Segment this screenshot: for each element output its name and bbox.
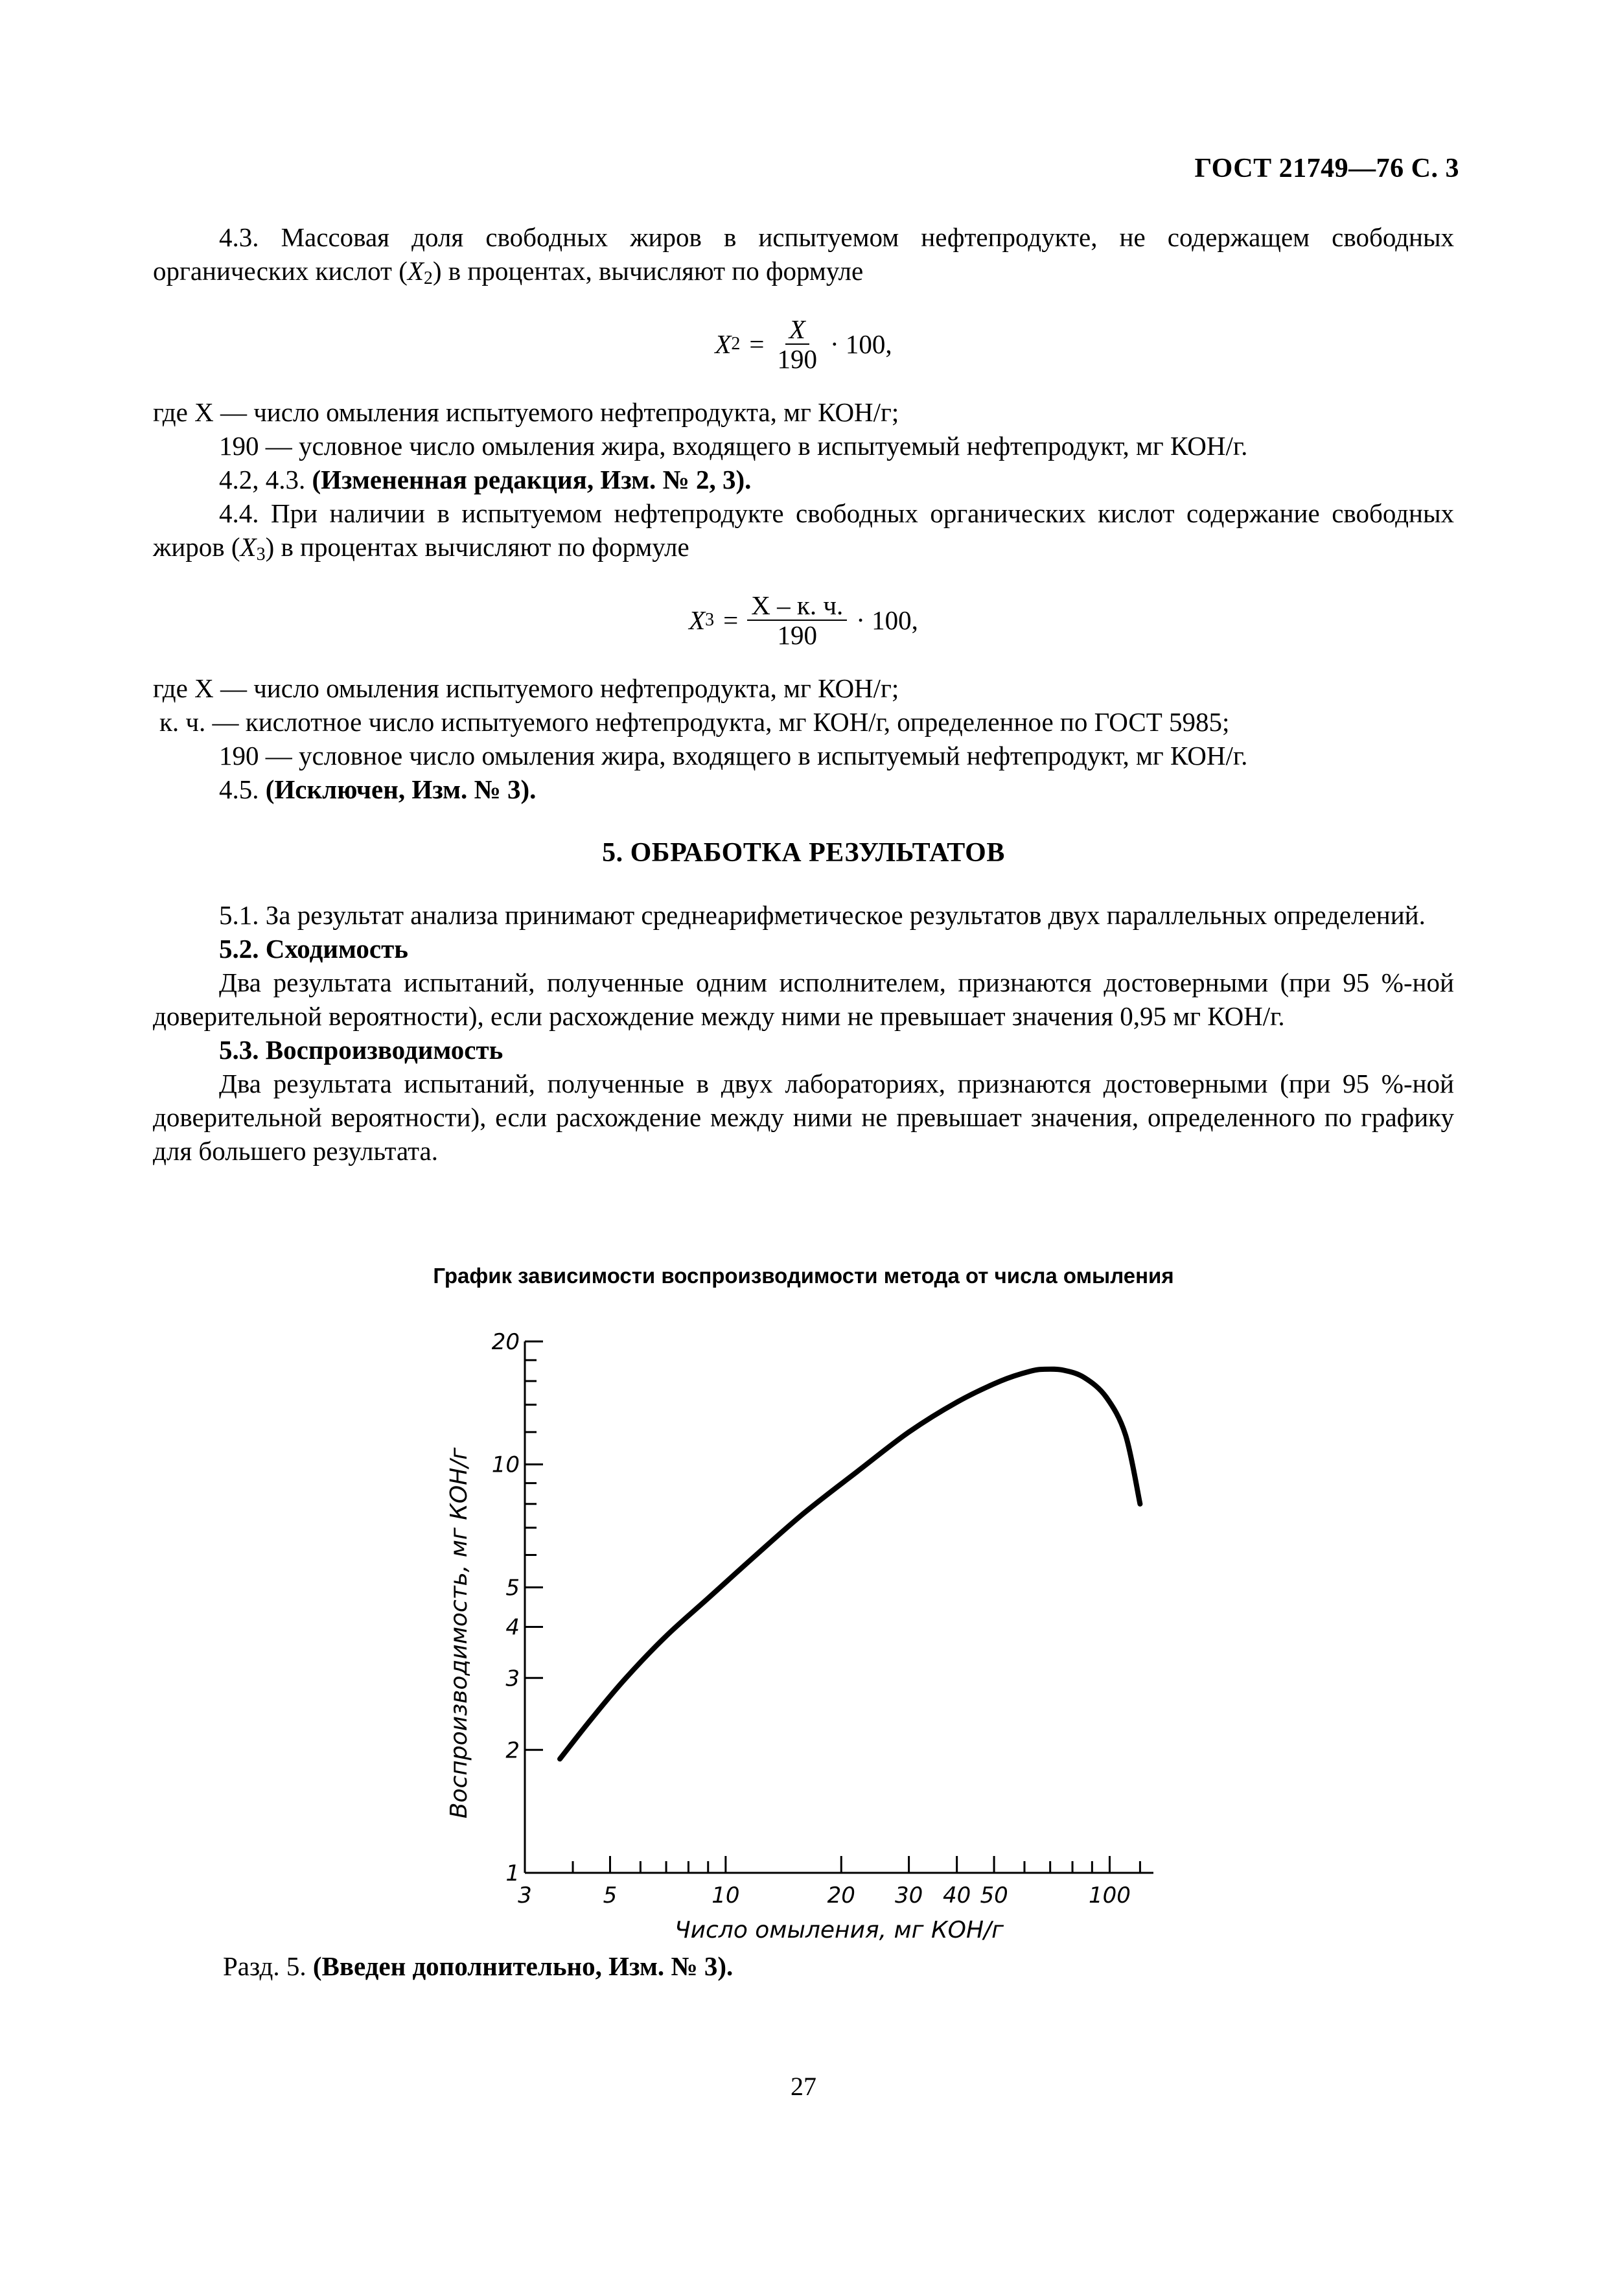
page-header: ГОСТ 21749—76 С. 3 [1194,154,1459,183]
paragraph-4-3-text-end: ) в процентах, вычисляют по формуле [432,256,864,286]
x-tick-label: 20 [827,1883,855,1908]
paragraph-5-1: 5.1. За результат анализа принимают среднеарифметическое результатов двух параллельных определений. [219,900,1426,930]
x-tick-label: 40 [943,1883,971,1908]
section-title: 5. ОБРАБОТКА РЕЗУЛЬТАТОВ [602,838,1005,868]
variable-subscript: 2 [423,268,433,288]
y-tick-label: 5 [505,1575,520,1601]
variable-subscript: 3 [256,544,266,564]
paragraph-4-4 [153,496,1454,572]
page-number: 27 [791,2072,816,2101]
y-tick-label: 4 [505,1614,520,1641]
formula-numerator: X [785,315,809,345]
x-tick-label: 100 [1089,1883,1131,1908]
paragraph-4-4-text: 4.4. При наличии в испытуемом нефтепродукте свободных органических кислот содержание свободных жиров ( [153,498,1454,562]
reproducibility-chart [389,1303,1179,1951]
chart-title: График зависимости воспроизводимости метода от числа омыления [433,1264,1174,1288]
variable-x: X [240,532,257,562]
formula-fraction [774,315,822,373]
y-axis-label: Воспроизводимость, мг КОН/г [446,1447,472,1819]
reproducibility-curve [560,1369,1140,1759]
x-axis-label: Число омыления, мг КОН/г [674,1917,1004,1943]
y-tick-label: 2 [505,1737,520,1764]
y-tick-label: 1 [505,1861,520,1886]
formula-lhs-subscript: 3 [705,610,715,630]
footnote-prefix: Разд. 5. [223,1951,313,1981]
x-tick-label: 30 [894,1883,923,1908]
where-line: к. ч. — кислотное число испытуемого нефтепродукта, мг КОН/г, определенное по ГОСТ 5985; [159,707,1230,737]
amendment-prefix: 4.2, 4.3. [219,465,312,494]
x-tick-label: 50 [980,1883,1008,1908]
formula-numerator: X – к. ч. [747,591,847,621]
x-tick-label: 3 [518,1883,532,1908]
amendment-text: (Измененная редакция, Изм. № 2, 3). [312,465,752,494]
paragraph-4-5 [153,772,1454,806]
formula-lhs: X [715,329,732,359]
main-content [153,220,1454,1168]
footnote [223,1951,733,1982]
footnote-text: (Введен дополнительно, Изм. № 3). [312,1951,734,1981]
paragraph-4-4-text-end: ) в процентах вычисляют по формуле [265,532,689,562]
formula-denominator: 190 [777,620,817,650]
formula-tail: · 100, [856,605,918,635]
y-tick-label: 3 [505,1665,520,1692]
x-tick-label: 5 [603,1883,618,1908]
paragraph-5-2-title: 5.2. Сходимость [219,934,408,964]
formula-equals: = [749,329,765,359]
paragraph-5-2-text: Два результата испытаний, полученные одним исполнителем, признаются достоверными (при 95 %-ной доверительной вероятности), если расхождение между ними не превышает значения 0,95 мг КОН/г. [153,968,1454,1031]
variable-x: X [407,256,424,286]
x-tick-label: 10 [711,1883,740,1908]
paragraph-4-5-prefix: 4.5. [219,774,266,804]
formula-x2 [153,315,1454,373]
where-line: где X — число омыления испытуемого нефтепродукта, мг КОН/г; [153,673,899,703]
paragraph-4-5-text: (Исключен, Изм. № 3). [265,774,537,804]
where-line: 190 — условное число омыления жира, входящего в испытуемый нефтепродукт, мг КОН/г. [219,741,1248,771]
formula-equals: = [723,605,739,635]
paragraph-4-3 [153,220,1454,296]
paragraph-4-3-text: 4.3. Массовая доля свободных жиров в испытуемом нефтепродукте, не содержащем свободных органических кислот ( [153,222,1454,286]
formula-denominator: 190 [777,344,817,374]
formula-lhs-subscript: 2 [731,334,741,354]
amendment-note [153,463,1454,496]
y-tick-label: 10 [491,1452,520,1478]
paragraph-5-3-title: 5.3. Воспроизводимость [219,1035,503,1065]
where-line: 190 — условное число омыления жира, входящего в испытуемый нефтепродукт, мг КОН/г. [219,431,1248,461]
formula-tail: · 100, [830,329,892,359]
formula-fraction [747,591,847,649]
formula-lhs: X [689,605,706,635]
formula-x3 [153,591,1454,649]
where-line: где X — число омыления испытуемого нефтепродукта, мг КОН/г; [153,397,899,427]
y-tick-label: 20 [491,1329,520,1355]
paragraph-5-3-text: Два результата испытаний, полученные в двух лабораториях, признаются достоверными (при 95 %-ной доверительной вероятности), если расхождение между ними не превышает значения, определенного по графику для большего результата. [153,1069,1454,1166]
